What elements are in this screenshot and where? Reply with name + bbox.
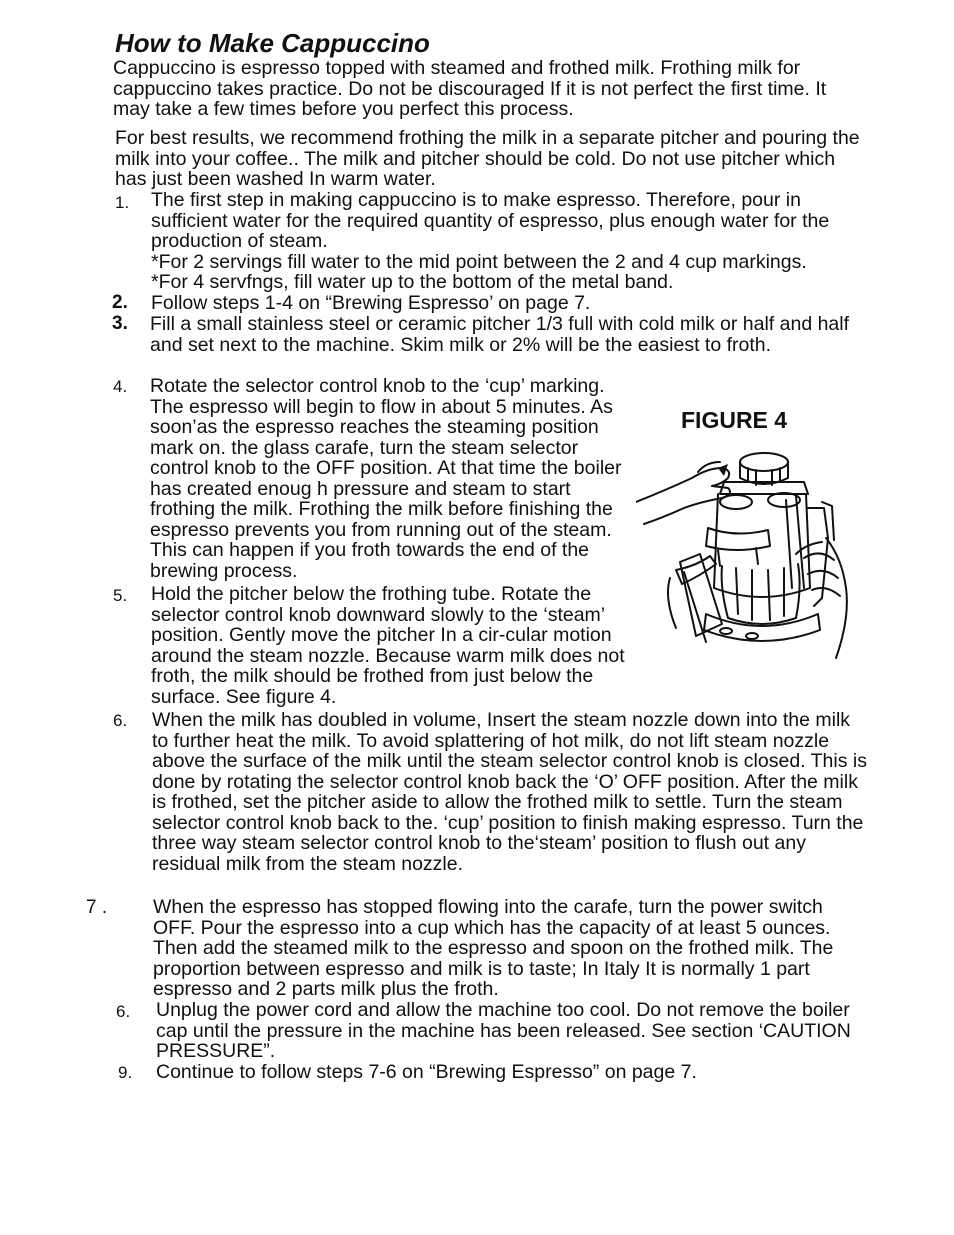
page-title: How to Make Cappuccino <box>115 28 430 58</box>
step-text: Fill a small stainless steel or ceramic pitcher 1/3 full with cold milk or half and half and set next to the machine. Skim milk or 2% will be the easiest to froth. <box>150 313 850 356</box>
step-text: Continue to follow steps 7-6 on “Brewing Espresso” on page 7. <box>156 1061 697 1083</box>
figure-label: FIGURE 4 <box>681 407 788 433</box>
step-1 <box>151 190 866 293</box>
step-text: Follow steps 1-4 on “Brewing Espresso’ on page 7. <box>151 292 591 314</box>
step-2 <box>151 293 866 314</box>
step-number: 4. <box>113 377 128 396</box>
espresso-machine-illustration <box>636 438 881 678</box>
step-number: 9. <box>118 1063 133 1082</box>
step-text: Unplug the power cord and allow the machine too cool. Do not remove the boiler cap until the pressure in the machine has been released. See section ‘CAUTION PRESSURE”. <box>156 999 851 1062</box>
step-9 <box>156 1062 868 1083</box>
step-1-sub-2: *For 4 servfngs, fill water up to the bottom of the metal band. <box>151 271 674 293</box>
best-results-paragraph: For best results, we recommend frothing the milk in a separate pitcher and pouring the milk into your coffee.. The milk and pitcher should be cold. Do not use pitcher which has just been washed In warm water. <box>115 127 860 190</box>
step-number: 7 . <box>86 897 108 918</box>
step-text: When the milk has doubled in volume, Insert the steam nozzle down into the milk to further heat the milk. To avoid splattering of hot milk, do not lift steam nozzle above the surface of the milk until the steam selector control knob is closed. This is done by rotating the selector control knob back the ‘O’ OFF position. After the milk is frothed, set the pitcher aside to allow the frothed milk to settle. Turn the steam selector control knob back to the. ‘cup’ position to finish making espresso. Turn the three way steam selector control knob to the‘steam’ position to flush out any residual milk from the steam nozzle. <box>152 709 867 875</box>
step-number: 1. <box>115 193 130 212</box>
step-4 <box>150 376 635 581</box>
step-number: 3. <box>112 313 128 334</box>
step-text: Rotate the selector control knob to the ‘cup’ marking. The espresso will begin to flow in about 5 minutes. As soon’as the espresso reaches the steaming position mark on. the glass carafe, turn the steam selector control knob to the OFF position. At that time the boiler has created enoug h pressure and steam to start frothing the milk. Frothing the milk before finishing the espresso prevents you from running out of the steam. This can happen if you froth towards the end of the brewing process. <box>150 375 622 582</box>
step-text: The first step in making cappuccino is to make espresso. Therefore, pour in sufficient water for the required quantity of espresso, plus enough water for the production of steam. <box>151 189 830 252</box>
step-7 <box>153 897 868 1000</box>
step-1-sub-1: *For 2 servings fill water to the mid point between the 2 and 4 cup markings. <box>151 250 807 273</box>
step-number: 6. <box>116 1002 131 1021</box>
step-text: Hold the pitcher below the frothing tube. Rotate the selector control knob downward slowly to the ‘steam’ position. Gently move the pitcher In a cir-cular motion around the steam nozzle. Because warm milk does not froth, the milk should be frothed from just below the surface. See figure 4. <box>151 583 625 708</box>
step-8 <box>156 1000 868 1062</box>
step-number: 2. <box>112 292 128 313</box>
step-number: 6. <box>113 711 128 730</box>
step-number: 5. <box>113 586 128 605</box>
intro-paragraph: Cappuccino is espresso topped with steamed and frothed milk. Frothing milk for cappuccino takes practice. Do not be discouraged If it is not perfect the first time. It may take a few times before you perfect this process. <box>113 57 827 120</box>
step-text: When the espresso has stopped flowing into the carafe, turn the power switch OFF. Pour the espresso into a cup which has the capacity of at least 5 ounces. Then add the steamed milk to the espresso and spoon on the frothed milk. The proportion between espresso and milk is to taste; In Italy It is normally 1 part espresso and 2 parts milk plus the froth. <box>153 896 834 1000</box>
step-6 <box>152 710 867 874</box>
step-3 <box>150 314 858 355</box>
step-5 <box>151 584 641 707</box>
